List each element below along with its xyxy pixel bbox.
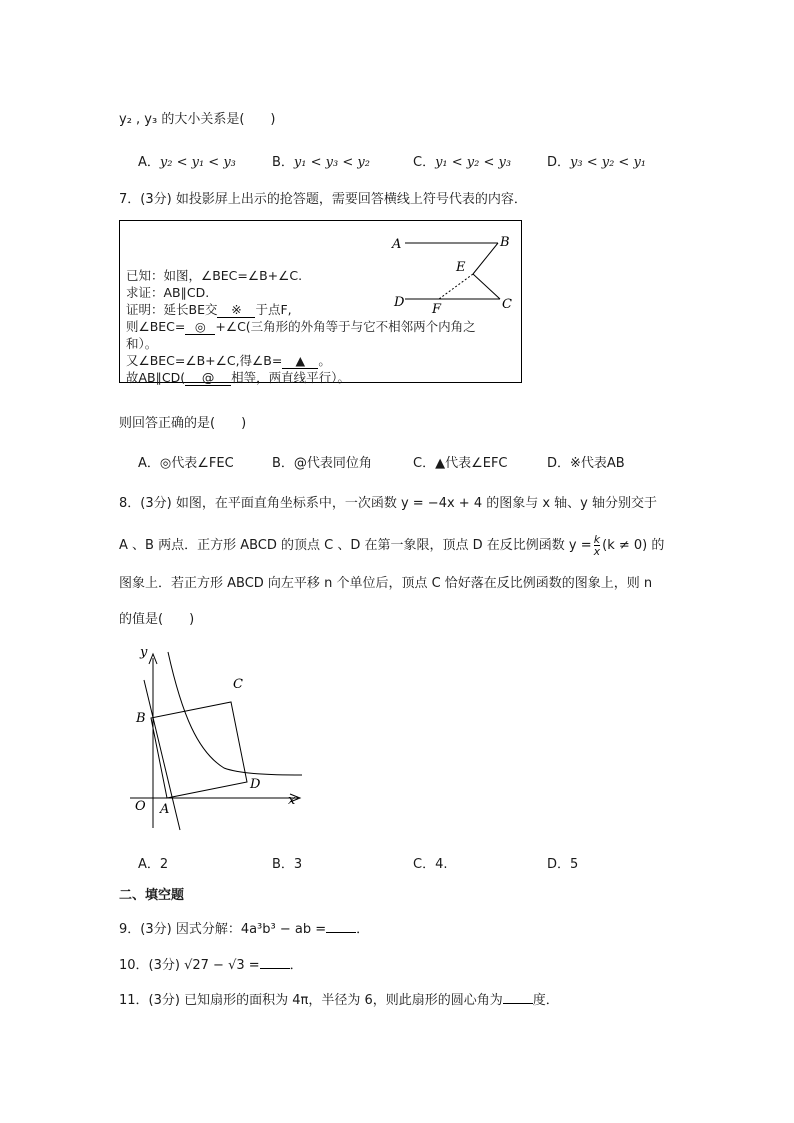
proof-text: 。 [318,353,331,368]
q8-line-1: 8．(3分) 如图，在平面直角坐标系中，一次函数 y = −4x + 4 的图象与 x 轴、y 轴分别交于 [119,496,658,511]
q7-stem: 7．(3分) 如投影屏上出示的抢答题，需要回答横线上符号代表的内容． [119,192,527,207]
label-o: O [135,799,146,814]
q6-option-b[interactable] [272,151,370,170]
q9-text: 9．(3分) 因式分解：4a³b³ − ab = [119,922,327,937]
option-expr: y₂ < y₁ < y₃ [159,155,236,170]
option-text: 3 [293,857,303,872]
fraction-numerator: k [593,533,601,546]
option-letter: B． [272,456,294,471]
blank-symbol-triangle: ▲ [282,353,318,369]
q9 [119,918,369,937]
q8-line-2 [119,534,664,557]
label-e: E [456,260,466,275]
option-text: ▲代表∠EFC [435,456,508,471]
fraction-denominator: x [593,545,601,558]
option-text: @代表同位角 [293,456,372,471]
label-b: B [136,711,146,726]
option-letter: A． [138,456,160,471]
q9-end: ． [356,922,370,937]
q10-text: 10．(3分) √27 − √3 = [119,958,260,973]
option-expr: y₁ < y₂ < y₃ [435,155,512,170]
q6-option-a[interactable] [138,151,236,170]
blank-symbol-circle: ◎ [185,319,215,335]
label-a: A [160,802,170,817]
option-text: 2 [159,857,169,872]
fraction-k-over-x [594,534,601,557]
q8-line-3: 图象上．若正方形 ABCD 向左平移 n 个单位后，顶点 C 恰好落在反比例函数的图象上，则 n [119,576,653,591]
q7-option-b[interactable] [272,452,372,471]
option-letter: C． [413,456,436,471]
proof-text: 相等，两直线平行）。 [231,370,350,385]
label-c: C [502,297,512,312]
q7-proof-box [119,220,522,383]
answer-blank[interactable] [503,991,533,1004]
q7-option-a[interactable] [138,452,234,471]
proof-text: 证明：延长BE交 [126,302,218,317]
option-letter: B． [272,155,294,170]
q11-text: 11．(3分) 已知扇形的面积为 4π，半径为 6，则此扇形的圆心角为 [119,993,503,1008]
option-letter: A． [138,155,160,170]
q7-figure [120,221,521,382]
option-letter: D． [547,857,571,872]
q10-end: ． [289,958,303,973]
option-letter: B． [272,857,294,872]
q8-text: A 、B 两点．正方形 ABCD 的顶点 C 、D 在第一象限，顶点 D 在反比例函数 y = [119,538,592,553]
q11 [119,989,559,1008]
q8-option-a[interactable] [138,853,168,872]
proof-text: 又∠BEC=∠B+∠C,得∠B= [126,353,283,368]
q7-option-c[interactable] [413,452,508,471]
q8-figure [120,640,320,840]
option-expr: y₃ < y₂ < y₁ [570,155,646,170]
axis-label-x: x [288,793,296,808]
option-letter: C． [413,857,436,872]
axis-label-y: y [140,645,148,660]
q6-tail: y₂ , y₃ 的大小关系是( ) [119,112,276,127]
proof-line-5: 和）。 [126,336,158,351]
option-text: ◎代表∠FEC [159,456,234,471]
option-text: ※代表AB [570,456,625,471]
section-title: 二、填空题 [119,888,185,903]
answer-blank[interactable] [260,956,290,969]
option-letter: C． [413,155,436,170]
option-expr: y₁ < y₃ < y₂ [293,155,370,170]
q8-line-4: 的值是( ) [119,612,195,627]
q8-option-b[interactable] [272,853,302,872]
blank-symbol-at: @ [185,370,231,386]
q7-prompt: 则回答正确的是( ) [119,416,247,431]
label-d: D [250,777,261,792]
proof-text: 于点F, [255,302,292,317]
q6-option-d[interactable] [547,151,646,170]
label-d: D [394,295,405,310]
proof-line-1: 已知：如图，∠BEC=∠B+∠C. [126,268,303,283]
q7-option-d[interactable] [547,452,625,471]
option-letter: A． [138,857,160,872]
q10 [119,954,303,973]
q6-option-c[interactable] [413,151,511,170]
answer-blank[interactable] [326,920,356,933]
proof-line-2: 求证：AB∥CD. [126,285,210,300]
q8-option-c[interactable] [413,853,447,872]
label-f: F [432,302,442,317]
proof-text: 则∠BEC= [126,319,186,334]
blank-symbol-reference: ※ [217,302,255,318]
label-c: C [233,677,243,692]
q8-text: (k ≠ 0) 的 [602,538,665,553]
label-b: B [500,235,510,250]
proof-text: 故AB∥CD( [126,370,186,385]
option-text: 4. [435,857,448,872]
proof-text: +∠C(三角形的外角等于与它不相邻两个内角之 [215,319,476,334]
q8-option-d[interactable] [547,853,578,872]
option-text: 5 [570,857,579,872]
q11-end: 度． [532,993,559,1008]
option-letter: D． [547,155,571,170]
option-letter: D． [547,456,571,471]
label-a: A [392,237,402,252]
